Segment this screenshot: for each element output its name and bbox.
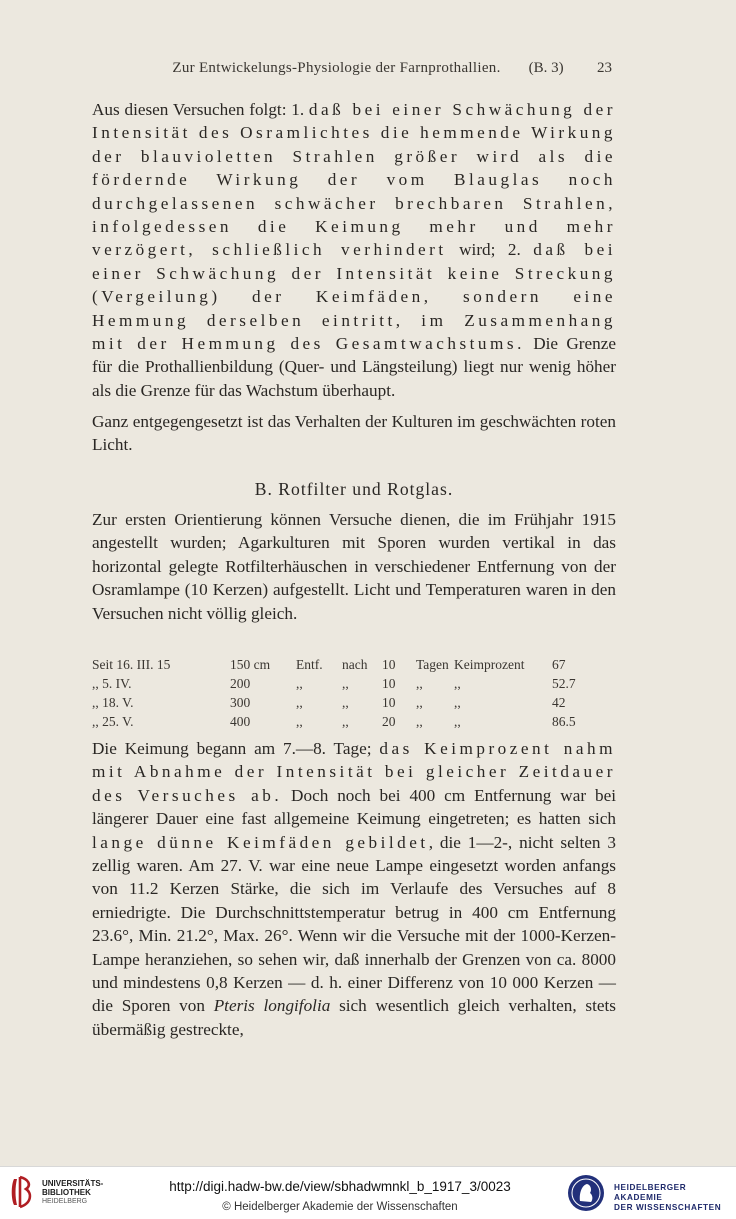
table-cell: ,, xyxy=(296,695,303,710)
table-cell: ,, xyxy=(454,695,461,710)
digitization-footer xyxy=(0,1166,736,1219)
table-row xyxy=(92,676,612,695)
table-cell: ,, xyxy=(342,714,349,729)
table-cell: 52.7 xyxy=(552,676,576,691)
university-library-name xyxy=(42,1179,103,1206)
academy-seal-icon xyxy=(566,1173,606,1213)
table-cell: ,, xyxy=(416,676,423,691)
running-header xyxy=(0,60,736,77)
table-cell: ,, xyxy=(342,676,349,691)
text-run: Aus diesen Versuchen folgt: 1. xyxy=(92,100,309,119)
table-cell: 67 xyxy=(552,657,566,672)
university-library-logo-icon xyxy=(8,1175,38,1209)
table-cell: 150 cm xyxy=(230,657,271,672)
table-cell: ,, xyxy=(296,714,303,729)
table-cell: 10 xyxy=(382,676,396,691)
library-line-2: BIBLIOTHEK xyxy=(42,1188,91,1197)
table-cell: nach xyxy=(342,657,368,672)
academy-line-1: HEIDELBERGER AKADEMIE xyxy=(614,1183,687,1202)
text-run: lange dünne Keimfäden gebildet xyxy=(92,832,429,852)
text-run: daß bei einer Schwächung der Intensität des Osramlichtes die hemmende Wirkung der blauvioletten Strahlen größer wird als die fördernde Wirkung der vom Blauglas noch durchgelassenen schwächer brechbaren Strahlen, infolgedessen die Keimung mehr und mehr verzögert, schließlich verhindert xyxy=(92,100,616,260)
table-cell: Tagen xyxy=(416,657,449,672)
paragraph-1 xyxy=(92,98,616,402)
table-row xyxy=(92,714,612,733)
academy-line-2: DER WISSENSCHAFTEN xyxy=(614,1203,722,1212)
library-line-3: HEIDELBERG xyxy=(42,1198,88,1205)
body-text-block-3 xyxy=(92,508,616,625)
paragraph-3: Zur ersten Orientierung können Versuche dienen, die im Frühjahr 1915 angestellt wurden; Agarkulturen mit Sporen wurden vertikal in das horizontal gelegte Rotfilterhäuschen in verschiedener Entfernung von der Osramlampe (10 Kerzen) aufgestellt. Licht und Temperaturen waren in den Versuchen nicht völlig gleich. xyxy=(92,510,616,623)
text-run: , die 1—2-, nicht selten 3 zellig waren. Am 27. V. war eine neue Lampe eingesetzt worden anfangs von 11.2 Kerzen Stärke, die sich im Verlaufe des Versuches auf 8 erniedrigte. Die Durchschnittstemperatur betrug in 400 cm Entfernung 23.6°, Min. 21.2°, Max. 26°. Wenn wir die Versuche mit der 1000-Kerzen-Lampe heranziehen, so sehen wir, daß innerhalb der Grenzen von ca. 8000 und mindestens 0,8 Kerzen — d. h. einer Differenz von 10 000 Kerzen — die Sporen von xyxy=(92,832,616,1016)
academy-name xyxy=(614,1183,736,1213)
table-cell: ,, xyxy=(454,714,461,729)
text-run: Die Grenze für die Prothallienbildung (Quer- und Längsteilung) liegt nur wenig höher als die Grenze für das Wachstum überhaupt. xyxy=(92,334,617,400)
text-run: wird; 2. xyxy=(446,240,534,260)
table-cell: ,, xyxy=(342,695,349,710)
text-run: das Keimprozent nahm mit Abnahme der Intensität bei gleicher Zeitdauer des Versuches ab. xyxy=(92,739,616,805)
text-run: Die Keimung begann am 7.—8. Tage; xyxy=(92,739,380,758)
table-cell: 10 xyxy=(382,657,396,672)
table-cell: 200 xyxy=(230,676,251,691)
table-cell: ,, 25. V. xyxy=(92,714,134,729)
table-cell: 42 xyxy=(552,695,566,710)
text-run: Doch noch bei 400 cm Entfernung war bei längerer Dauer eine fast allgemeine Keimung eingetreten; es hatten sich xyxy=(92,785,616,829)
copyright-notice: © Heidelberger Akademie der Wissenschaften xyxy=(222,1201,458,1213)
table-row xyxy=(92,657,612,676)
paragraph-2: Ganz entgegengesetzt ist das Verhalten der Kulturen im geschwächten roten Licht. xyxy=(92,412,616,455)
table-cell: ,, 18. V. xyxy=(92,695,134,710)
body-text-block-1 xyxy=(92,98,616,402)
table-cell: ,, xyxy=(454,676,461,691)
germination-table xyxy=(92,657,612,733)
text-run: sich wesentlich gleich verhalten, stets übermäßig gestreckte, xyxy=(92,996,616,1039)
section-signature: (B. 3) xyxy=(528,60,564,76)
table-cell: ,, xyxy=(296,676,303,691)
table-cell: 20 xyxy=(382,714,396,729)
body-text-block-4 xyxy=(92,737,616,1041)
table-cell: ,, xyxy=(416,714,423,729)
table-row xyxy=(92,695,612,714)
table-cell: Seit 16. III. 15 xyxy=(92,657,171,672)
table-cell: 86.5 xyxy=(552,714,576,729)
table-cell: Keimprozent xyxy=(454,657,525,672)
table-cell: ,, 5. IV. xyxy=(92,676,132,691)
table-cell: Entf. xyxy=(296,657,323,672)
text-run: daß bei einer Schwächung der Intensität keine Streckung (Vergeilung) der Keimfäden, sondern eine Hemmung derselben eintritt, im Zusammenhang mit der Hemmung des Gesamtwachstums. xyxy=(92,240,616,354)
section-heading: B. Rotfilter und Rotglas. xyxy=(254,479,454,499)
text-run: Pteris longifolia xyxy=(213,996,331,1016)
body-text-block-2 xyxy=(92,410,616,457)
table-cell: 10 xyxy=(382,695,396,710)
table-cell: ,, xyxy=(416,695,423,710)
library-line-1: UNIVERSITÄTS- xyxy=(42,1179,104,1188)
running-title: Zur Entwickelungs-Physiologie der Farnprothallien. xyxy=(172,60,501,76)
page-number: 23 xyxy=(597,60,612,76)
permalink-url[interactable]: http://digi.hadw-bw.de/view/sbhadwmnkl_b_1917_3/0023 xyxy=(169,1179,511,1194)
table-cell: 400 xyxy=(230,714,251,729)
table-cell: 300 xyxy=(230,695,251,710)
paragraph-4 xyxy=(92,737,616,1041)
